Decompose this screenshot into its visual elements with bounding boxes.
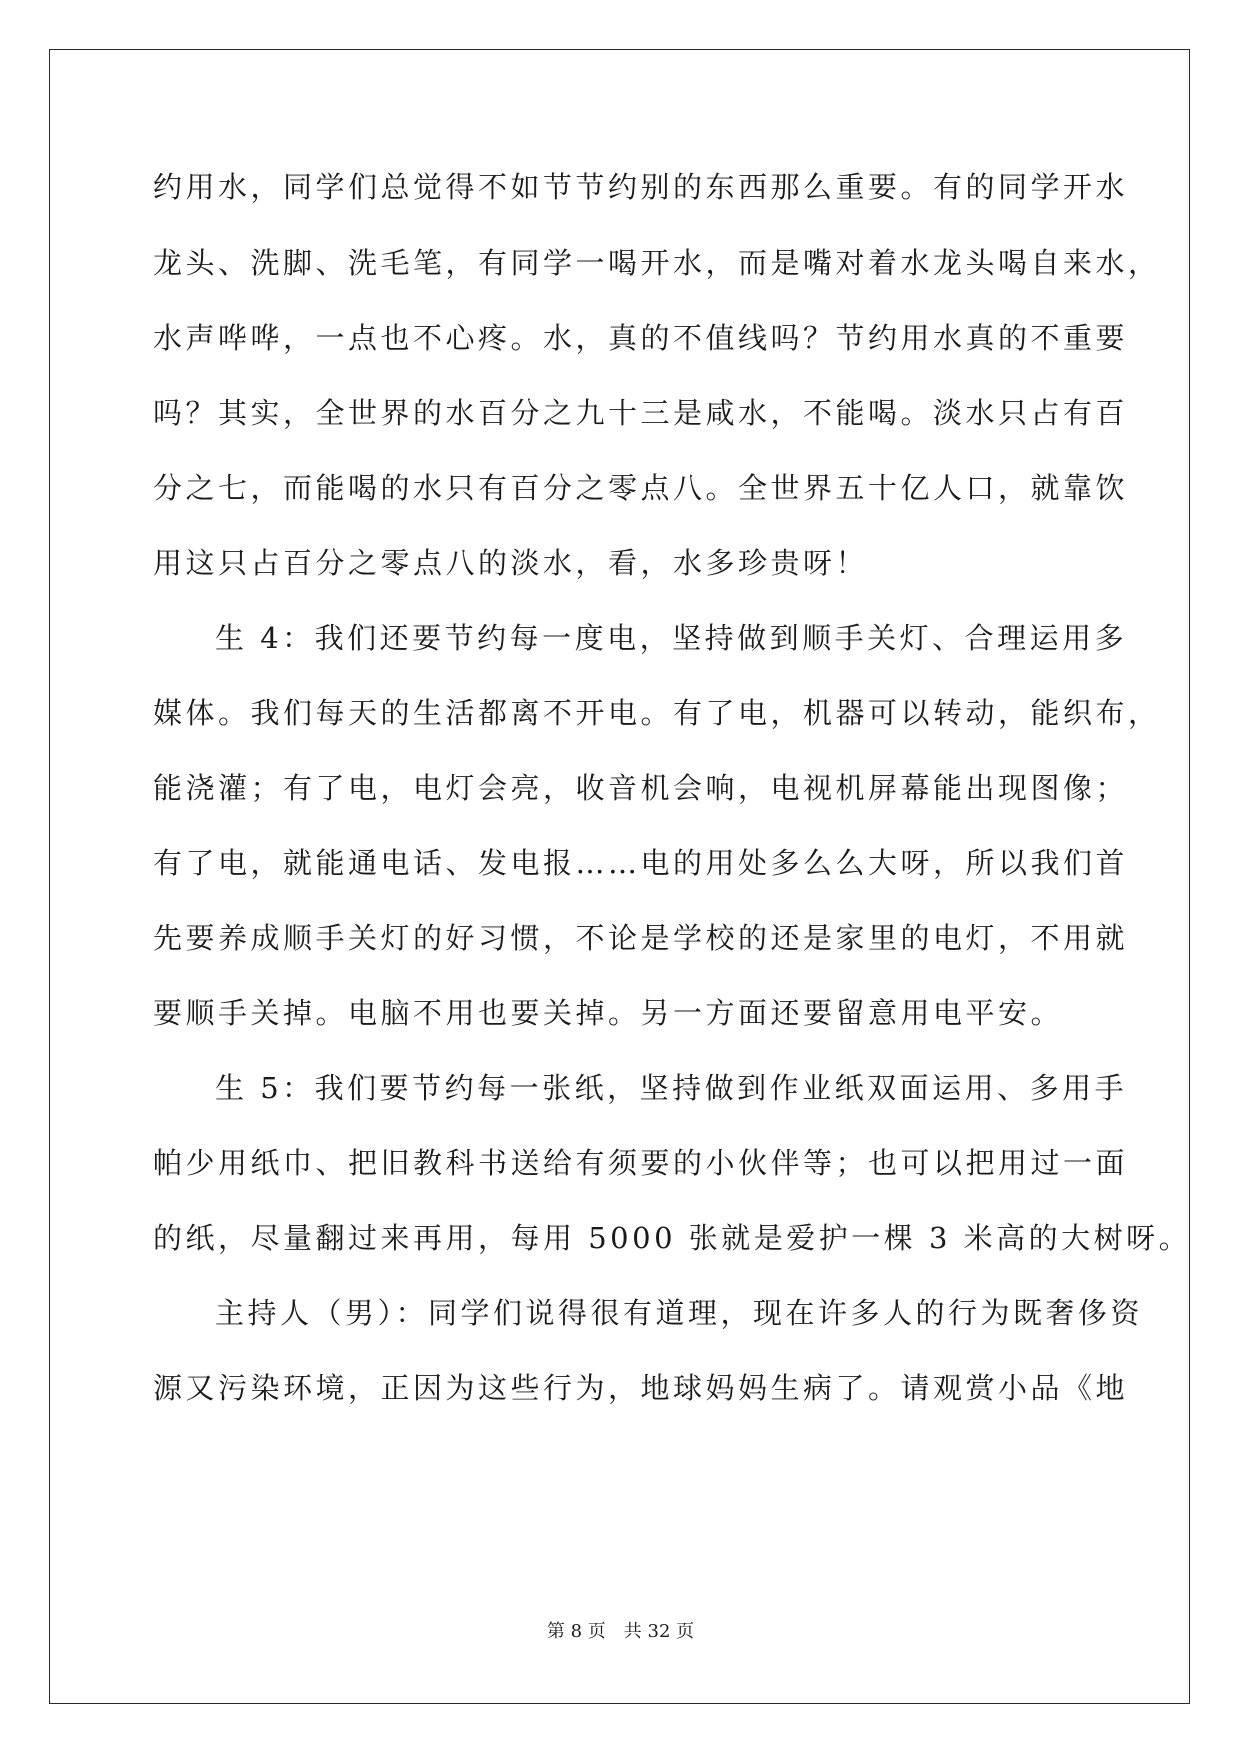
text-line: 的纸，尽量翻过来再用，每用 5000 张就是爱护一棵 3 米高的大树呀。	[153, 1221, 1192, 1255]
text-line: 用这只占百分之零点八的淡水，看，水多珍贵呀！	[153, 546, 869, 580]
text-line: 要顺手关掉。电脑不用也要关掉。另一方面还要留意用电平安。	[153, 996, 1064, 1030]
page-number: 第 8 页	[546, 1621, 606, 1642]
text-line: 分之七，而能喝的水只有百分之零点八。全世界五十亿人口，就靠饮	[153, 471, 1129, 505]
text-line: 约用水，同学们总觉得不如节节约别的东西那么重要。有的同学开水	[153, 170, 1129, 204]
text-line: 水声哗哗，一点也不心疼。水，真的不值线吗？节约用水真的不重要	[153, 321, 1129, 355]
text-line: 能浇灌；有了电，电灯会亮，收音机会响，电视机屏幕能出现图像；	[153, 771, 1129, 805]
text-line: 龙头、洗脚、洗毛笔，有同学一喝开水，而是嘴对着水龙头喝自来水，	[153, 246, 1161, 280]
page-total: 共 32 页	[623, 1621, 695, 1642]
text-line: 媒体。我们每天的生活都离不开电。有了电，机器可以转动，能织布，	[153, 696, 1161, 730]
text-line: 帕少用纸巾、把旧教科书送给有须要的小伙伴等；也可以把用过一面	[153, 1146, 1129, 1180]
text-line: 吗？其实，全世界的水百分之九十三是咸水，不能喝。淡水只占有百	[153, 396, 1129, 430]
text-line: 生 5：我们要节约每一张纸，坚持做到作业纸双面运用、多用手	[215, 1071, 1128, 1105]
text-line: 生 4：我们还要节约每一度电，坚持做到顺手关灯、合理运用多	[215, 621, 1128, 655]
text-line: 主持人（男）：同学们说得很有道理，现在许多人的行为既奢侈资	[215, 1296, 1144, 1330]
text-line: 有了电，就能通电话、发电报……电的用处多么么大呀，所以我们首	[153, 846, 1129, 880]
page-footer	[0, 1620, 1241, 1644]
text-line: 源又污染环境，正因为这些行为，地球妈妈生病了。请观赏小品《地	[153, 1371, 1129, 1405]
text-line: 先要养成顺手关灯的好习惯，不论是学校的还是家里的电灯，不用就	[153, 921, 1129, 955]
